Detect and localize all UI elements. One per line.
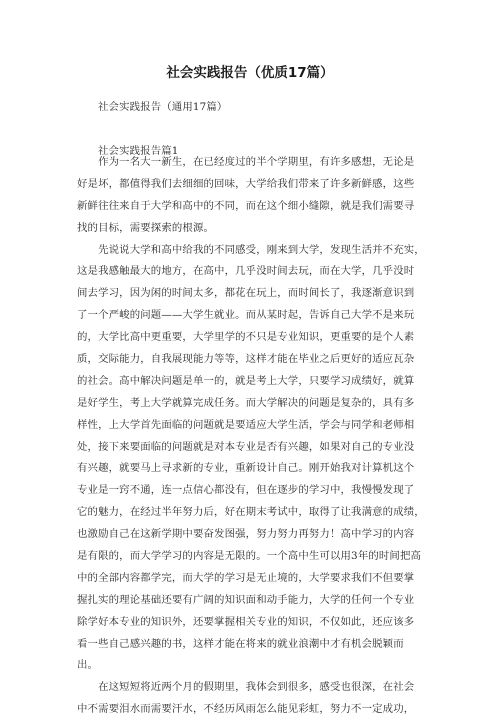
- text-line: 有兴趣，就要马上寻求新的专业，重新设计自己。刚开始我对计算机这个: [77, 462, 415, 475]
- text-line: 的，大学比高中更重要，大学里学的不只是专业知识，更重要的是个人素: [77, 331, 415, 344]
- paragraph: [77, 677, 427, 721]
- text-line: 专业是一窍不通，连一点信心都没有，但在逐步的学习中，我慢慢发现了: [77, 484, 415, 497]
- text-line: 作为一名大一新生，在已经度过的半个学期里，有许多感想，无论是: [77, 156, 415, 168]
- text-line: 处，接下来要面临的问题就是对本专业是否有兴趣，如果对自己的专业没: [77, 440, 415, 453]
- text-line: 是好学生，考上大学就算完成任务。而大学解决的问题是复杂的，具有多: [77, 396, 415, 409]
- text-line: 好是坏，都值得我们去细细的回味，大学给我们带来了许多新鲜感，这些: [77, 177, 415, 190]
- text-line: 的社会。高中解决问题是单一的，就是考上大学，只要学习成绩好，就算: [77, 374, 415, 387]
- text-line: 看一些自己感兴趣的书，这样才能在将来的就业浪潮中才有机会脱颖而: [77, 637, 404, 650]
- text-line: 它的魅力，在经过半年努力后，好在期末考试中，取得了让我满意的成绩，: [77, 506, 425, 519]
- paragraph: [77, 240, 427, 678]
- text-line: 除学好本专业的知识外，还要掌握相关专业的知识，不仅如此，还应该多: [77, 615, 415, 628]
- text-line: 中不需要泪水而需要汗水，不经历风雨怎么能见彩虹，努力不一定成功，: [77, 703, 415, 716]
- body-paragraphs: [77, 152, 427, 721]
- section-heading: 社会实践报告篇1: [98, 145, 179, 157]
- text-line: 出。: [77, 659, 99, 672]
- text-line: 间去学习，因为闲的时间太多，都花在玩上，而时间长了，我逐渐意识到: [77, 287, 415, 300]
- text-line: 在这短短将近两个月的假期里，我体会到很多，感受也很深，在社会: [77, 681, 415, 694]
- text-line: 先说说大学和高中给我的不同感受，刚来到大学，发现生活并不充实，: [77, 243, 425, 256]
- text-line: 是有限的，而大学学习的内容是无限的。一个高中生可以用3年的时间把高: [77, 550, 422, 563]
- document-title: 社会实践报告（优质17篇）: [166, 65, 334, 81]
- text-line: 找的目标，需要探索的根源。: [77, 221, 215, 234]
- text-line: 中的全部内容都学完，而大学的学习是无止境的，大学要求我们不但要掌: [77, 571, 415, 584]
- text-line: 握扎实的理论基础还要有广阔的知识面和动手能力，大学的任何一个专业: [77, 593, 415, 606]
- text-line: 这是我感触最大的地方，在高中，几乎没时间去玩，而在大学，几乎没时: [77, 265, 415, 278]
- paragraph: [77, 152, 427, 240]
- text-line: 新鲜往往来自于大学和高中的不同，而在这个细小缝隙，就是我们需要寻: [77, 199, 415, 212]
- text-line: 质，交际能力，自我展现能力等等，这样才能在毕业之后更好的适应瓦杂: [77, 353, 415, 366]
- text-line: 样性，上大学首先面临的问题就是要适应大学生活，学会与同学和老师相: [77, 418, 415, 431]
- document-subtitle: 社会实践报告（通用17篇）: [98, 101, 228, 113]
- text-line: 也激励自己在这新学期中要奋发图强，努力努力再努力！高中学习的内容: [77, 528, 415, 541]
- text-line: 了一个严峻的问题——大学生就业。而从某时起，告诉自己大学不是来玩: [77, 309, 415, 322]
